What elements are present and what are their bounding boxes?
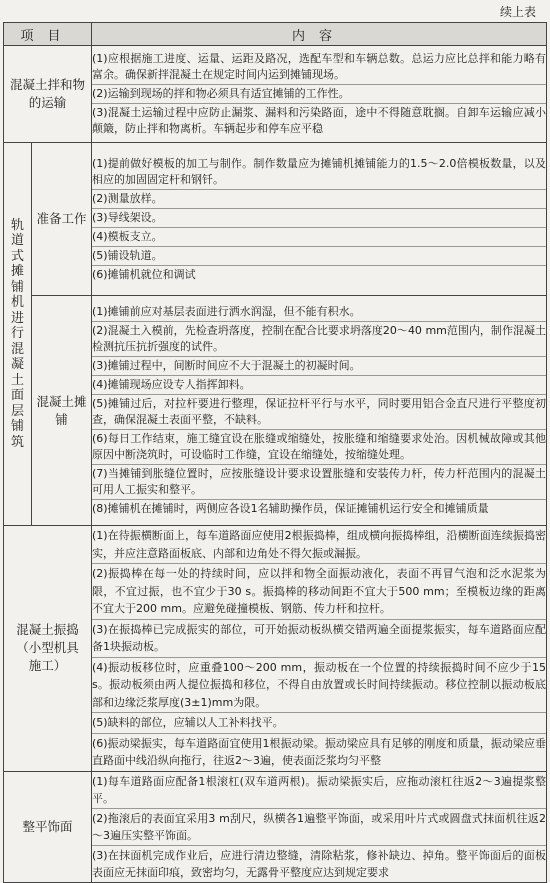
content-cell	[92, 771, 547, 882]
list-item: (4)摊铺现场应设专人指挥卸料。	[92, 376, 546, 395]
list-item: (8)摊铺机在摊铺时，两侧应各设1名辅助操作员，保证摊铺机运行安全和摊铺质量	[92, 502, 489, 515]
list-item: (3)导线架设。	[92, 209, 546, 228]
content-cell	[92, 46, 547, 143]
list-item: (6)摊铺机就位和调试	[92, 267, 196, 281]
list-item: (3)混凝土运输过程中应防止漏浆、漏料和污染路面，途中不得随意耽搁。自卸车运输应减小颠簸，防止拌和物离析。车辆起步和停车应平稳	[92, 106, 546, 135]
category-label: 轨道式摊铺机进行混凝土面层铺筑	[10, 217, 24, 450]
list-item: (4)振动板移位时，应重叠100～200 mm，振动板在一个位置的持续振捣时间不应少于15 s。振动板须由两人提位振捣和移位，不得自由放置或长时间持续振动。移位控制以振动板底部和边缘泛浆厚度(3±1)mm为限。	[92, 658, 546, 714]
content-cell	[92, 526, 547, 772]
subcategory-label: 准备工作	[36, 211, 87, 226]
table-row	[4, 526, 547, 772]
construction-spec-table	[3, 22, 547, 883]
list-item: (5)铺设轨道。	[92, 247, 546, 266]
list-item: (7)当摊铺到胀缝位置时，应按胀缝设计要求设置胀缝和安装传力杆，传力杆范围内的混凝土可用人工振实和整平。	[92, 465, 546, 500]
subcategory-cell	[32, 296, 92, 526]
list-item: (1)在待振横断面上，每车道路面应使用2根振捣棒，组成横向振捣棒组，沿横断面连续振捣密实，并应注意路面板底、内部和边角处不得欠振或漏振。	[92, 526, 546, 564]
table-row	[4, 143, 547, 296]
table-row	[4, 296, 547, 526]
subcategory-cell	[32, 143, 92, 296]
table-continued-label: 续上表	[499, 5, 536, 19]
list-item: (4)模板支立。	[92, 228, 546, 247]
list-item: (1)应根据施工进度、运量、运距及路况，选配车型和车辆总数。总运力应比总拌和能力略有富余。确保新拌混凝土在规定时间内运到摊铺现场。	[92, 50, 546, 85]
list-item: (2)拖滚后的表面宜采用3 m刮尺，纵横各1遍整平饰面，或采用叶片式或圆盘式抹面机往返2～3遍压实整平饰面。	[92, 809, 546, 846]
subcategory-label: 混凝土摊铺	[36, 393, 87, 427]
category-label-line: （小型机具	[16, 640, 79, 656]
list-item: (2)测量放样。	[92, 190, 546, 209]
list-item: (5)缺料的部位，应辅以人工补料找平。	[92, 713, 546, 734]
list-item: (1)摊铺前应对基层表面进行洒水润湿，但不能有积水。	[92, 303, 546, 322]
category-cell	[4, 526, 92, 772]
list-item: (6)每日工作结束，施工缝宜设在胀缝或缩缝处，按胀缝和缩缝要求处治。因机械故障或其他原因中断浇筑时，可设临时工作缝，宜设在缩缝处，按缩缝处理。	[92, 430, 546, 465]
list-item: (3)在抹面机完成作业后，应进行清边整缝，清除粘浆，修补缺边、掉角。整平饰面后的面板表面应无抹面印痕，致密均匀，无露骨平整度应达到规定要求	[92, 848, 546, 879]
table-header-row	[4, 23, 547, 46]
list-item: (2)混凝土入模前，先检查坍落度，控制在配合比要求坍落度20～40 mm范围内，制作混凝土检测抗压抗折强度的试件。	[92, 322, 546, 357]
category-label-line: 混凝土振捣	[16, 622, 79, 638]
category-label: 整平饰面	[22, 818, 73, 834]
category-cell	[4, 143, 32, 526]
category-label: 混凝土拌和物的运输	[10, 77, 86, 110]
list-item: (2)振捣棒在每一处的持续时间，应以拌和物全面振动液化，表面不再冒气泡和泛水泥浆为限，不宜过振，也不宜少于30 s。振捣棒的移动间距不宜大于500 mm；至模板边缘的距离不宜大于200 mm。应避免碰撞模板、钢筋、传力杆和拉杆。	[92, 564, 546, 620]
category-cell	[4, 771, 92, 882]
list-item: (5)摊铺过后，对拉杆要进行整理，保证拉杆平行与水平，同时要用铝合金直尺进行平整度初查，确保混凝土表面平整，不缺料。	[92, 395, 546, 430]
list-item: (3)在振捣棒已完成振实的部位，可开始振动板纵横交错两遍全面提浆振实，每车道路面应配备1块振动板。	[92, 620, 546, 658]
category-cell	[4, 46, 92, 143]
category-label-line: 施工）	[28, 658, 67, 674]
header-item: 项目	[4, 23, 92, 46]
header-content: 内容	[92, 23, 547, 46]
content-cell	[92, 143, 547, 296]
list-item: (2)运输到现场的拌和物必须具有适宜摊铺的工作性。	[92, 85, 546, 104]
list-item: (6)振动梁振实，每车道路面宜使用1根振动梁。振动梁应具有足够的刚度和质量，振动梁应垂直路面中线沿纵向拖行，往返2～3遍，使表面泛浆均匀平整	[92, 736, 546, 767]
table-row	[4, 771, 547, 882]
content-cell	[92, 296, 547, 526]
list-item: (1)每车道路面应配备1根滚杠(双车道两根)。振动梁振实后，应拖动滚杠往返2～3遍提浆整平。	[92, 772, 546, 809]
list-item: (3)摊铺过程中，间断时间应不大于混凝土的初凝时间。	[92, 357, 546, 376]
list-item: (1)提前做好模板的加工与制作。制作数量应为摊铺机摊铺能力的1.5～2.0倍模板数量，以及相应的加固固定杆和钢钎。	[92, 155, 546, 190]
table-row	[4, 46, 547, 143]
